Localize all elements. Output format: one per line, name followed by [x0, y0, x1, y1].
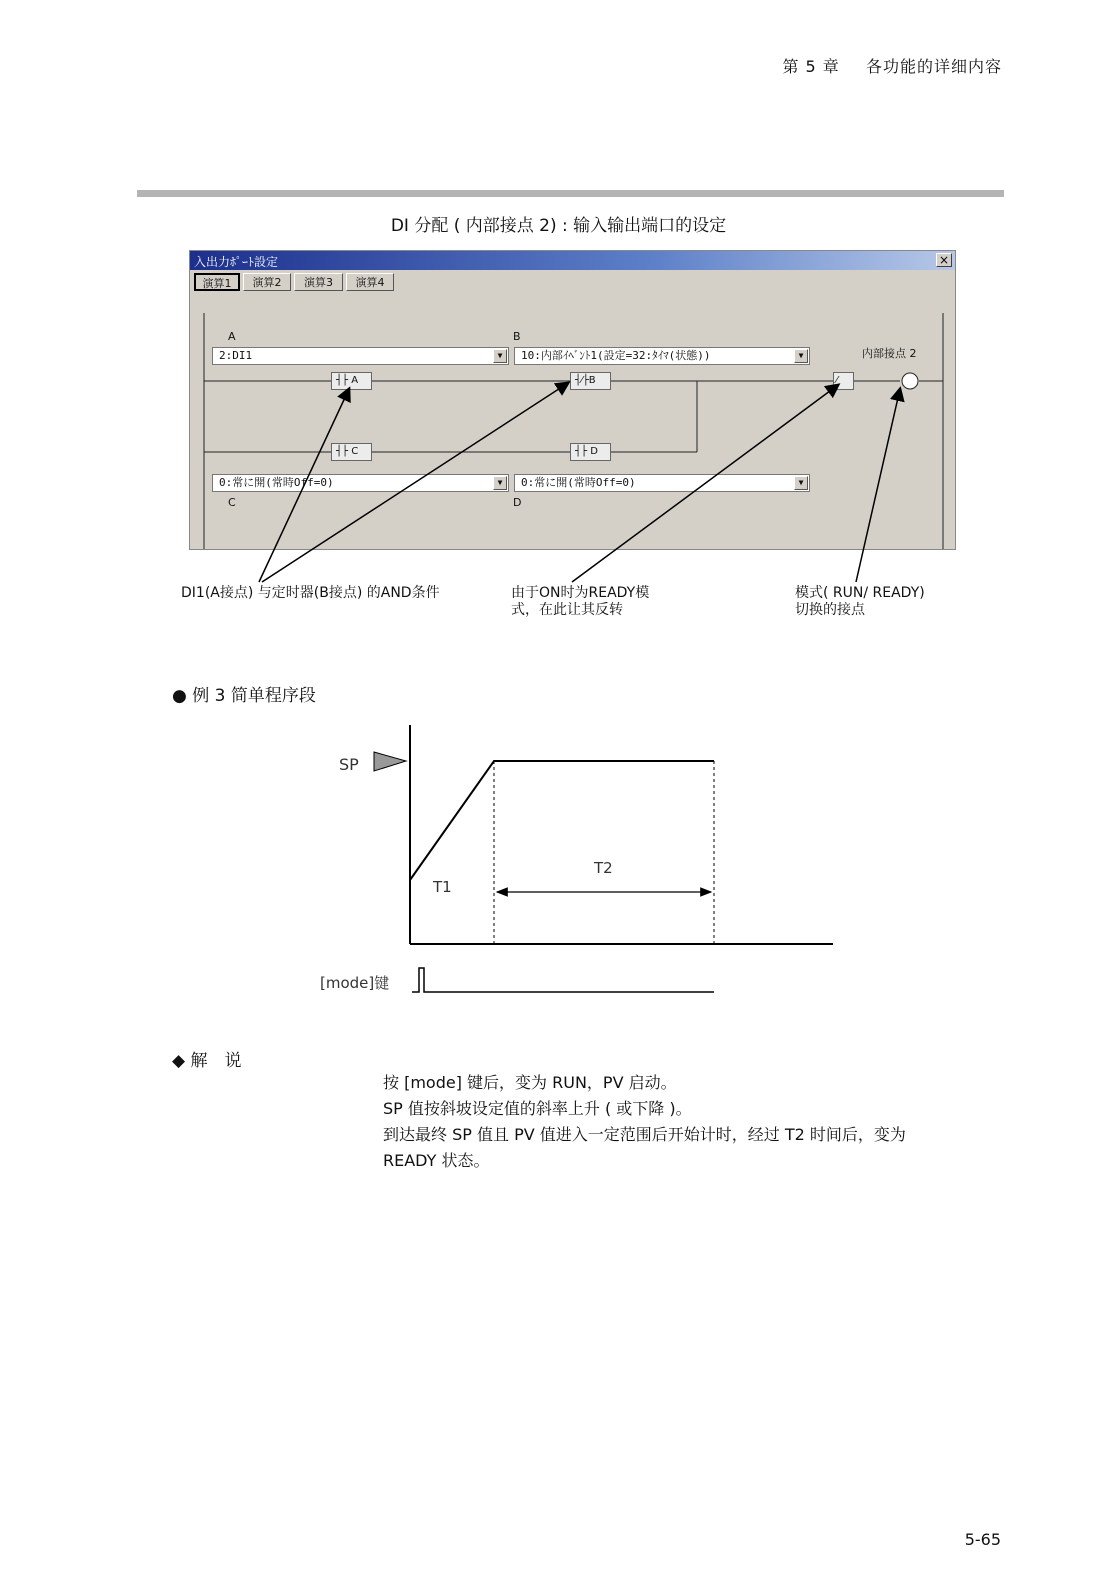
- window-title: 入出力ﾎﾟｰﾄ設定: [194, 255, 279, 269]
- explain-heading-text: 解 说: [190, 1051, 242, 1071]
- chapter-label: 第 5 章: [782, 57, 840, 76]
- tab-calc-2[interactable]: 演算2: [243, 273, 291, 291]
- t1-label: T1: [433, 878, 452, 896]
- annotation-arrows: [0, 0, 1117, 650]
- label-d: D: [513, 496, 522, 509]
- mode-key-pulse: [412, 968, 714, 992]
- explanation-line: SP 值按斜坡设定值的斜率上升 ( 或下降 )。: [383, 1099, 692, 1118]
- explanation-line: 按 [mode] 键后，变为 RUN，PV 启动。: [383, 1073, 677, 1092]
- program-segment-chart: [0, 700, 1117, 1020]
- chevron-down-icon[interactable]: ▼: [493, 349, 507, 363]
- invert-slash-icon: ⁄: [836, 375, 838, 386]
- label-c: C: [228, 496, 236, 509]
- note-and-condition: DI1(A接点) 与定时器(B接点) 的AND条件: [181, 585, 440, 601]
- explanation-line: 到达最终 SP 值且 PV 值进入一定范围后开始计时，经过 T2 时间后，变为: [383, 1125, 906, 1144]
- explanation-line: READY 状态。: [383, 1151, 490, 1170]
- chevron-down-icon[interactable]: ▼: [794, 476, 808, 490]
- tab-calc-4[interactable]: 演算4: [346, 273, 394, 291]
- normally-open-contact-icon: ┤├: [336, 446, 349, 457]
- chevron-down-icon[interactable]: ▼: [794, 349, 808, 363]
- contact-c-label: C: [351, 446, 359, 457]
- explanation-body: [383, 1070, 1003, 1174]
- tab-calc-3[interactable]: 演算3: [294, 273, 343, 291]
- filled-circle-icon: ●: [172, 686, 187, 706]
- select-c-value: 0:常に開(常時Off=0): [219, 476, 334, 489]
- arrow-to-coil: [856, 389, 900, 582]
- note-invert: [511, 585, 649, 619]
- t2-label: T2: [594, 859, 613, 877]
- arrow-to-invert: [572, 385, 838, 582]
- contact-d-label: D: [590, 446, 598, 457]
- note-mode: [795, 585, 925, 619]
- contact-b-label: B: [588, 375, 596, 386]
- arrow-to-contact-a: [259, 389, 349, 582]
- sp-label: SP: [339, 755, 359, 774]
- normally-open-contact-icon: ┤├: [575, 446, 588, 457]
- normally-closed-contact-icon: ┤⁄├: [575, 375, 589, 386]
- chapter-title: 各功能的详细内容: [865, 57, 1002, 76]
- chevron-down-icon[interactable]: ▼: [493, 476, 507, 490]
- note-invert-line1: 由于ON时为READY模: [511, 585, 650, 601]
- sp-profile-line: [410, 761, 714, 880]
- figure-title: DI 分配 ( 内部接点 2) : 输入输出端口的设定: [390, 216, 727, 236]
- note-mode-line1: 模式( RUN/ READY): [795, 585, 925, 601]
- diamond-icon: ◆: [172, 1051, 186, 1071]
- normally-open-contact-icon: ┤├: [336, 375, 349, 386]
- label-b: B: [513, 330, 521, 343]
- label-internal-contact: 内部接点 2: [862, 347, 917, 360]
- contact-a-label: A: [351, 375, 359, 386]
- tab-calc-1[interactable]: 演算1: [194, 273, 240, 291]
- sp-triangle-icon: [374, 752, 406, 771]
- note-mode-line2: 切换的接点: [795, 602, 865, 618]
- select-d-value: 0:常に開(常時Off=0): [521, 476, 636, 489]
- note-invert-line2: 式，在此让其反转: [511, 602, 623, 618]
- select-a-value: 2:DI1: [219, 349, 253, 362]
- mode-key-label: [mode]键: [320, 974, 390, 992]
- label-a: A: [228, 330, 236, 343]
- example-heading-text: 例 3 简单程序段: [192, 686, 316, 706]
- explain-heading: [172, 1046, 241, 1071]
- close-button[interactable]: ×: [936, 253, 952, 267]
- page-number: 5-65: [964, 1530, 1001, 1549]
- select-b-value: 10:内部ｲﾍﾞﾝﾄ1(設定=32:ﾀｲﾏ(状態)): [521, 349, 711, 362]
- arrow-to-contact-b: [262, 383, 568, 582]
